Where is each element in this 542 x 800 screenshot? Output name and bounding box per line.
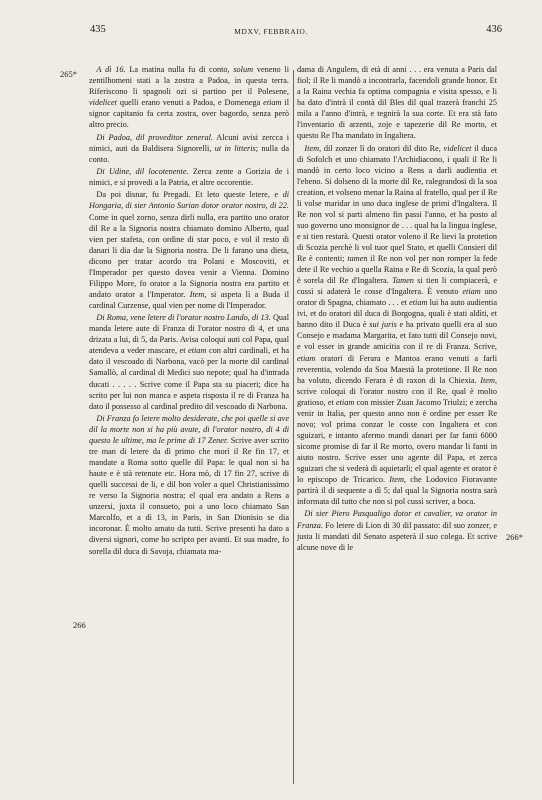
text-run: Da poi disnar, fu Pregadi. Et leto queste letere, e (96, 190, 283, 200)
text-run: il signor capitanio fa certa zostra, over bagordo, senza però altro precio. (89, 98, 289, 130)
paragraph (89, 166, 289, 188)
italic-run: di Hongaria, di sier Antonio Surian dotor orator nostro, di 22. (89, 190, 289, 211)
text-run: Fo letere di Lion di 30 dil passato: dil suo zonzer, e justa li mandati dil Senato aspeterà il suo colega. Et scrive alcune nove di le (297, 520, 497, 552)
text-run: Come in quel zorno, senza dirli nulla, era partito uno orator dil Re a la Signoria nostra chiamato domino Alberto, qual vien per stafeta, con ordine di star poco, e vol il resto di danari li dia dar la Signoria nostra. De li farano una dieta, dicono per tratar acordo tra Polani e Moscoviti, et l'Imperador per questo dovea venir a Vienna. Domino Filippo More, fo orator a la Signoria nostra era partito et andato orator a l'Imperator. (89, 212, 289, 299)
text-run: Alcuni avisi zercca i nimici, auti da Baldisera Signorelli, (89, 132, 289, 153)
text-run: il duca di Sofolch et uno chiamato l'Archidiacono, i quali il Re li mandò in certo loco vicino a Rens a darli audientia et l'ebeno. Si dolseno di la morte dil Re, ralegrandosi di la soa creation, et volseno menar la Raina al fratello, qual per il Re li volse maridar in uno duca inglese de primi d'Ingaltera. Il Re non vol si parti almeno fin passi l'anno, et ha posto al suo governo uno monsignor de . . . qual ha la lingua inglese, e si tien restarà. Questi orator voleno il Re lievi la protetion di Scozia perchè li vol tuor quel Stato, et quelli Consieri dil Re è contenti; (297, 143, 497, 264)
italic-run: tamen (347, 254, 368, 264)
italic-run: Item (304, 143, 320, 153)
left-text-column (89, 64, 289, 557)
text-run: uno orator di Spagna, chiamato . . . et (297, 287, 497, 308)
italic-run: A dì 16. (96, 65, 126, 74)
paragraph (297, 64, 497, 141)
text-run: , che Lodovico Fioravante partirà il di sequente a dì 5; dal qual la Signoria nostra sarà informata dil tutto che non si pol cussì scriver, a boca. (297, 475, 497, 507)
text-run: Zerca zente a Gorizia de i nimici, e si provedi a la Patria, et altre occorentie. (89, 167, 289, 188)
page-number-left: 435 (90, 24, 106, 35)
text-run: oratori di Ferara e Mantoa erano venuti a farli reverentia, volendo da Soa Maestà la protetione. Il Re non ha voluto, dicendo Ferara è di raxon di la Chiexia. (297, 353, 497, 385)
text-run: con altri cardinali, et ha dato il vescoado di Narbona, vacò per la morte dil cardinal Samallò, al cardinal di Medici suo nepote; qual ha d'intrada ducati . . . . . Scrive come il Papa sta su piaceri; dice ha scrito per lui non manca e aspeta risposta il re di Franza ha dato il possesso al cardinal predito dil vescoado di Narbona. (89, 346, 289, 411)
text-run: quelli erano venuti a Padoa, e Domenega (116, 98, 264, 108)
italic-run: Di Roma, vene letere di l'orator nostro Lando, di 13. (96, 313, 271, 323)
margin-number-top-left: 265* (60, 69, 77, 79)
text-run: Qual manda letere aute di Franza di l'orator nostro di 4, et una drizata a lui, di 5, da Paris. Avisa coloqui auti col Papa, qual atendeva a veder mascare, et (89, 313, 289, 356)
page-number-right: 436 (486, 24, 502, 35)
italic-run: solum (233, 65, 254, 74)
paragraph (89, 189, 289, 311)
paragraph (89, 312, 289, 411)
right-text-column (297, 64, 497, 553)
paragraph (89, 64, 289, 130)
text-run: ; nulla da conto. (89, 143, 290, 164)
italic-run: Tamen (392, 276, 414, 286)
text-run: , scrive coloqui di l'orator nostro con il Re, qual è molto gratioso, et (297, 375, 497, 407)
italic-run: etiam (409, 298, 428, 308)
paragraph (89, 132, 289, 165)
paragraph (89, 413, 289, 557)
margin-number-bottom-left: 266 (73, 620, 86, 630)
italic-run: Di Franza fo letere molto desiderate, che poi quelle si ave dil la morte non si ha più avute, di l'orator nostro, di 4 di questo le ultime, ma le prime di 17 Zener. (89, 413, 289, 446)
text-run: con missier Zuan Jacomo Triulzi; e zercha venir in Italia, per questo anno non è ordine per esser Re novo; vol prima conzar le cosse con Ingaltera et con sguizari, e intanto afermo mandi danari per far fanti 6000 sicome promise di far il Re morto, overo mandar li fanti in aiuto nostro. Scrive esser uno agente dil Papa, et zerca sguizari che si vederà di aquietarli; el qual agente et orator è lo episcopo de Tricarico. (297, 397, 497, 485)
text-run: , si aspeta lì a Buda il cardinal Curzense, qual vien per nome di l'Imperador. (89, 289, 289, 310)
running-title: MDXV, FEBBRAIO. (234, 27, 308, 36)
italic-run: Item (480, 375, 495, 385)
italic-run: etiam (462, 287, 481, 297)
italic-run: Di Padoa, dil proveditor zeneral. (96, 132, 213, 142)
text-run: , dil zonzer lì do oratori dil dito Re, (319, 143, 444, 153)
italic-run: etiam (188, 346, 207, 356)
text-run: veneno li zentilhomeni stati a la zostra a Padoa, in questa terra. Riferiscono li spagnoli ozi si partino per il Polesene, (89, 65, 289, 97)
italic-run: etiam (263, 98, 282, 108)
paragraph (297, 508, 497, 552)
italic-run: Item (389, 475, 404, 485)
italic-run: Di sier Piero Pasqualigo dotor et cavalier, va orator in Franza. (297, 509, 497, 530)
text-run: lui ha auto audientia ivi, et do oratori dil duca di Borgogna, quali è stati aldìti, et hanno dito il Duca è (297, 298, 497, 330)
text-run: dama di Angulem, di età di anni . . . era venuta a Paris dal fiol; il Re li mandò a incontrarla, facendoli grande honor. Et a la Raina vechia fa optima compagnia e visita spesso, e li ha dato d'intrà il contà dil Bles dil qual trazerà franchi 25 mila a l'anno d'intrà, e tegnirà la sua corte. Et era stà fato l'inventario di arzenti, zoje e tapezerie dil Re morto, et questo Re l'ha mandato in Ingaltera. (297, 65, 497, 141)
margin-number-right: 266* (506, 532, 523, 542)
paragraph (297, 143, 497, 508)
column-divider (293, 70, 294, 784)
text-run: il Re non vol per non romper la fede dete il Re vechio a quella Raina e Re di Scozia, la qual però è sorela dil Re d'Ingaltera. (297, 254, 497, 286)
italic-run: Di Udine, dil locotenente. (96, 167, 189, 177)
italic-run: etiam (297, 353, 316, 363)
text-run: Scrive aver scrito tre man di letere da dì primo che morì il Re fin 17, et mandate a Roma sotto quelle dil Papa: le qual non si ha haute e è stà retenute etc. Hora mò, di 17 fin 27, scrive di quelli successi de li, e dil bon voler a quel Christianissimo re verso la Signoria nostra; el qual era andato a Rens a unzersi, juxta il consueto, poi a uno loco chiamato San Marcolfo, et a dì 13, in Paris, in San Dionisio se dia incoronar. È molto amato da tutti. Scrive presenti ha dato a diversi signori, come ho scripto per avanti. Et sua madre, fo sorella dil duca di Savoja, chiamata ma- (89, 436, 289, 556)
italic-run: Item (189, 289, 205, 299)
text-run: si tien li compiacerà, e cussì si adaterà le cosse d'Ingaltera. È venuto (297, 276, 497, 297)
italic-run: sui juris (369, 320, 397, 330)
italic-run: ut in litteris (214, 143, 256, 153)
italic-run: videlicet (443, 143, 472, 153)
text-run: e ha privato quelli era al suo Consejo e madama Margarita, et fato tutti dil Consejo novi, e vol esser in grande amicitia con il re di Franza. Scrive, (297, 320, 497, 352)
text-run: La matina nulla fu di conto, (125, 65, 234, 74)
italic-run: etiam (335, 397, 355, 407)
italic-run: videlicet (89, 98, 117, 108)
